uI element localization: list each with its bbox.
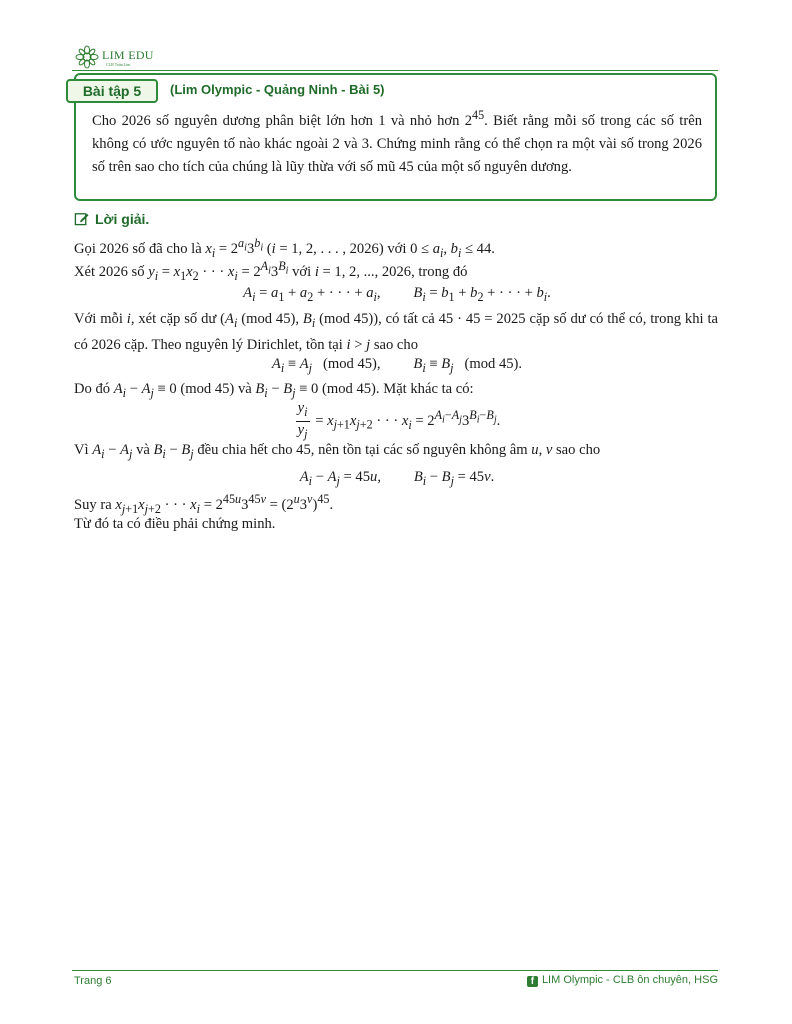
solution-heading: Lời giải.	[74, 211, 149, 227]
solution-line-1: Gọi 2026 số đã cho là $x_i = 2^{a_i}3^{b_i}$ (i = 1, 2, . . . , 2026) với $0 \le a_i$, $b_i \le 44$.	[74, 236, 495, 260]
brand-name: LIM EDU	[102, 48, 154, 62]
facebook-icon: f	[527, 976, 538, 987]
equation-quotient: $\frac{y_i}{y_j}$ = $x_{j+1}x_{j+2}$ · · · $x_i = 2^{A_i-A_j}3^{B_i-B_j}$.	[297, 400, 501, 441]
footer-credit	[527, 974, 718, 987]
solution-line-10: Suy ra $x_{j+1}x_{j+2}$ · · · $x_i = 2^{45u}3^{45v} = (2^u3^v)^{45}$.	[74, 492, 334, 516]
equation-sums: $A_i = a_1 + a_2$ + · · · + $a_i$, $B_i = b_1 + b_2$ + · · · + $b_i$.	[243, 285, 551, 304]
brand-subtitle: CLB Toán Lim	[106, 62, 131, 67]
footer-divider	[72, 970, 718, 971]
problem-statement: Cho 2026 số nguyên dương phân biệt lớn hơn 1 và nhỏ hơn $2^{45}$. Biết rằng mỗi số trong các số trên không có ước nguyên tố nào khác ngoài 2 và 3. Chứng minh rằng có thể chọn ra một vài số trong 2026 số trên sao cho tích của chúng là lũy thừa với số mũ 45 của một số nguyên dương.	[92, 108, 702, 175]
solution-line-8: Vì $A_i - A_j$ và $B_i - B_j$ đều chia hết cho 45, nên tồn tại các số nguyên không âm u, v sao cho	[74, 442, 601, 461]
solution-conclusion: Từ đó ta có điều phải chứng minh.	[74, 516, 276, 532]
equation-congruence: $A_i \equiv A_j$ (mod 45), $B_i \equiv B_j$ (mod 45).	[271, 356, 523, 375]
solution-line-2: Xét 2026 số $y_i = x_1x_2$ · · · $x_i = 2^{A_i}3^{B_i}$ với i = 1, 2, ..., 2026, trong đó	[74, 259, 468, 283]
lotus-logo-icon	[74, 44, 100, 70]
footer-credit-text: LIM Olympic - CLB ôn chuyên, HSG	[541, 974, 718, 986]
header-divider	[72, 70, 718, 71]
solution-line-6: Do đó $A_i - A_j \equiv 0$ (mod 45) và $B_i - B_j \equiv 0$ (mod 45). Mặt khác ta có:	[74, 381, 474, 400]
page-header	[72, 44, 718, 72]
equation-uv: $A_i - A_j = 45u$, $B_i - B_j = 45v$.	[299, 469, 495, 488]
exercise-source: (Lim Olympic - Quảng Ninh - Bài 5)	[170, 82, 385, 97]
solution-paragraph-dirichlet: Với mỗi i, xét cặp số dư ($A_i$ (mod 45), $B_i$ (mod 45)), có tất cả 45 · 45 = 2025 cặp số dư có thể có, trong khi ta có 2026 cặp. Theo nguyên lý Dirichlet, tồn tại i > j sao cho	[74, 311, 718, 353]
page-number: Trang 6	[74, 975, 112, 987]
exercise-tag: Bài tập 5	[66, 79, 158, 103]
pencil-edit-icon	[74, 211, 89, 226]
